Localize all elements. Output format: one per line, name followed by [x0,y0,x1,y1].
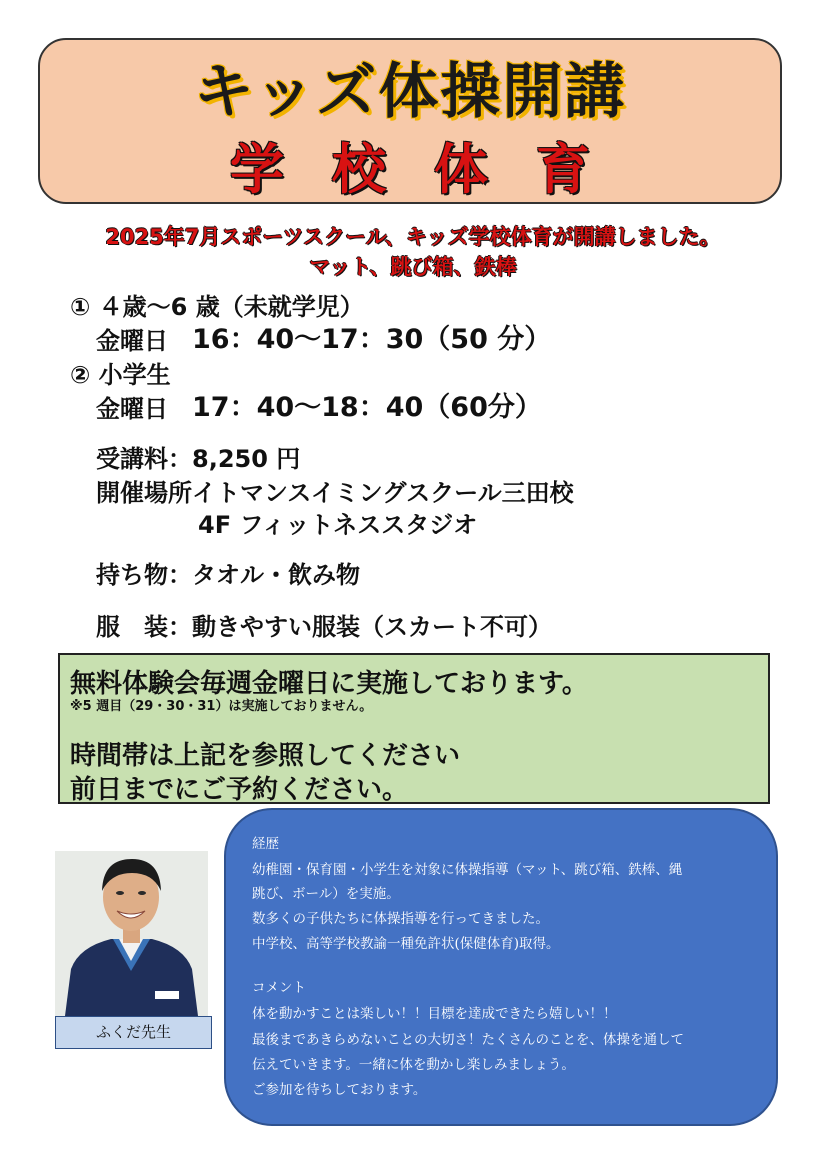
venue-room-text: 4F フィットネススタジオ [198,511,478,539]
page-subtitle: 学校体育 [230,138,638,201]
header-banner [38,38,782,204]
class1-day: 金曜日 [96,327,168,355]
clothing-text: 服 装：動きやすい服装（スカート不可） [96,613,552,641]
comment-line: 最後まであきらめないことの大切さ！たくさんのことを、体操を通して [252,1032,684,1048]
comment-line: 体を動かすことは楽しい！！目標を達成できたら嬉しい！！ [252,1006,617,1022]
career-line: 中学校、高等学校教諭一種免許状(保健体育)取得。 [252,936,560,952]
career-line: 幼稚園・保育園・小学生を対象に体操指導（マット、跳び箱、鉄棒、縄 [252,862,683,878]
instructor-profile-bubble [224,808,778,1126]
belongings-text: 持ち物：タオル・飲み物 [96,561,360,589]
venue-text: 開催場所イトマンスイミングスクール三田校 [96,479,574,507]
comment-line: 伝えていきます。一緒に体を動かし楽しみましょう。 [252,1057,575,1073]
trial-line-2: 時間帯は上記を参照してください [70,741,461,771]
class2-title: ② 小学生 [70,361,171,389]
career-line: 跳び、ボール）を実施。 [252,886,400,902]
class1-time: 16：40～17：30（50 分） [192,324,552,355]
announcement-line-1: 2025年7月スポーツスクール、キッズ学校体育が開講しました。 [105,225,721,249]
class2-day: 金曜日 [96,395,168,423]
instructor-name-caption: ふくだ先生 [55,1016,212,1049]
class2-time: 17：40～18：40（60分） [192,392,542,423]
career-heading: 経歴 [252,836,279,852]
class1-title: ① ４歳～6 歳（未就学児） [70,293,364,321]
fee-text: 受講料：8,250 円 [96,445,301,473]
trial-info-box [58,653,770,804]
trial-line-3: 前日までにご予約ください。 [70,775,409,805]
instructor-photo [55,851,208,1016]
comment-line: ご参加を待ちしております。 [252,1082,427,1098]
comment-heading: コメント [252,980,306,996]
career-line: 数多くの子供たちに体操指導を行ってきました。 [252,911,549,927]
page-title: キッズ体操開講 [193,57,627,127]
announcement-line-2: マット、跳び箱、鉄棒 [309,255,517,279]
trial-note: ※5 週目（29・30・31）は実施しておりません。 [70,699,373,714]
trial-line-1: 無料体験会毎週金曜日に実施しております。 [70,669,588,699]
announcement [0,222,826,282]
